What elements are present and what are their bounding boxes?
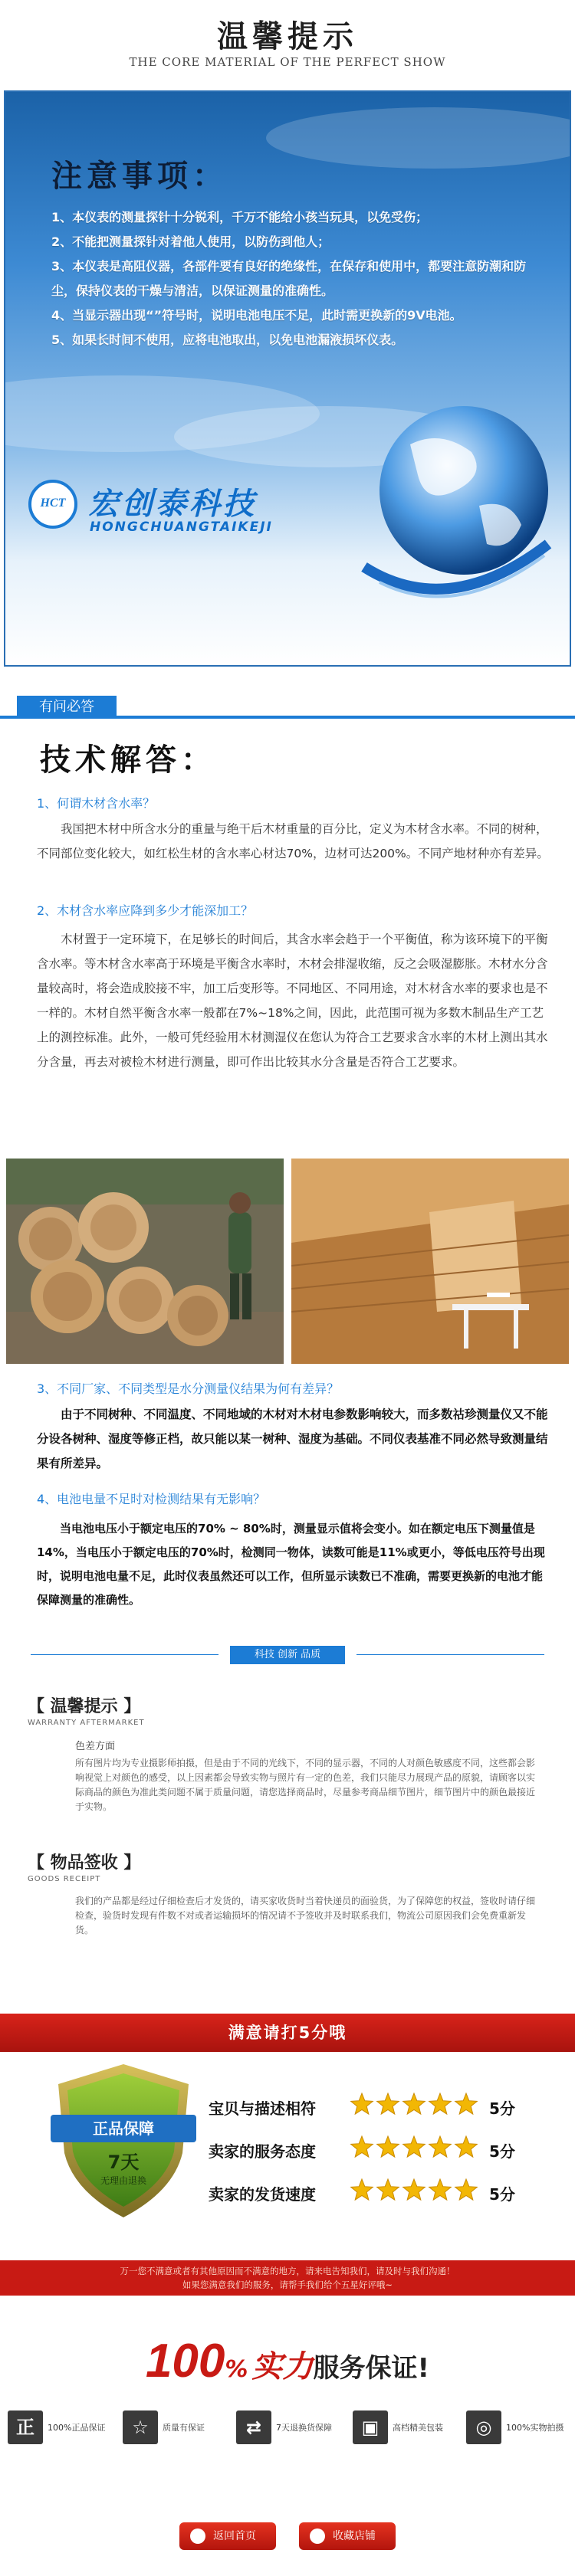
feedback-line-2: 如果您满意我们的服务，请帮手我们给个五星好评哦~ — [182, 2279, 393, 2290]
receipt-subtitle: GOODS RECEIPT — [28, 1875, 101, 1883]
shield-label: 正品保障 — [93, 2119, 154, 2138]
rating-row — [209, 2092, 538, 2119]
warm-tips-title: 温馨提示 — [50, 1697, 118, 1716]
logo-name-cn: 宏创泰科技 — [88, 487, 257, 522]
star-icon[interactable] — [377, 2179, 399, 2200]
answer-3: 由于不同树种、不同温度、不同地域的木材对木材电参数影响较大，而多数祜珍测量仪又不能分设各树种、湿度等修正档，故只能以某一树种、湿度为基础。不同仪表基准不同必然导致测量结果有所差异。 — [37, 1408, 548, 1470]
receipt-body: 我们的产品都是经过仔细检查后才发货的，请买家收货时当着快递员的面验货，为了保障您的权益，签收时请仔细检查，验货时发现有件数不对或者运输损坏的情况请不予签收并及时联系我们，物流公司原因我们会免费重新发货。 — [75, 1896, 536, 1935]
star-icon[interactable] — [429, 2179, 452, 2200]
rating-label: 卖家的服务态度 — [209, 2142, 316, 2161]
notice-item: 5、如果长时间不使用，应将电池取出，以免电池漏液损坏仪表。 — [51, 333, 404, 347]
genuine-icon: 正 — [8, 2410, 43, 2444]
logo-badge: HCT — [28, 480, 77, 529]
shield-days: 7天 — [107, 2152, 140, 2173]
shield-days-note: 无理由退换 — [100, 2175, 147, 2186]
tech-title: 技术解答： — [40, 742, 216, 778]
star-icon: ☆ — [123, 2410, 158, 2444]
feedback-strip — [0, 2260, 575, 2296]
divider-label: 科技 创新 品质 — [230, 1646, 345, 1664]
star-icon[interactable] — [403, 2136, 426, 2157]
rating-row — [209, 2135, 538, 2162]
rating-section — [0, 2061, 575, 2230]
star-icon[interactable] — [351, 2179, 373, 2200]
package-icon: ▣ — [353, 2410, 388, 2444]
star-icon[interactable] — [377, 2136, 399, 2157]
rating-score: 5分 — [489, 2142, 515, 2161]
feedback-line-1: 万一您不满意或者有其他原因而不满意的地方，请来电告知我们，请及时与我们沟通！ — [120, 2266, 455, 2276]
notice-item: 1、本仪表的测量探针十分锐利，千万不能给小孩当玩具，以免受伤； — [51, 210, 429, 224]
service-percent: % — [225, 2356, 248, 2383]
genuine-guarantee-shield-icon — [51, 2061, 196, 2222]
globe-icon — [356, 391, 556, 621]
star-icon[interactable] — [351, 2136, 373, 2157]
notice-item: 3、本仪表是高阻仪器，各部件要有良好的绝缘性，在保存和使用中，都要注意防潮和防尘，保持仪表的干燥与清洁，以保证测量的准确性。 — [51, 259, 527, 298]
answer-4: 当电池电压小于额定电压的70% ~ 80%时，测量显示值将会变小。如在额定电压下测量值是14%，当电压小于额定电压的70%时，检测同一物体，读数可能是11%或更小，等低电压符号出现时，说明电池电量不足，此时仪表虽然还可以工作，但所显示读数已不准确，需要更换新的电池才能保障测量的准确性。 — [37, 1522, 545, 1607]
rating-label: 卖家的发货速度 — [209, 2185, 316, 2204]
service-number: 100 — [145, 2335, 225, 2388]
guarantee-label: 高档精美包装 — [393, 2423, 443, 2433]
question-2: 2、木材含水率应降到多少才能深加工？ — [37, 903, 254, 918]
rating-score: 5分 — [489, 2099, 515, 2118]
receipt-heading: 【 物品签收 】 GOODS RECEIPT — [28, 1850, 549, 1883]
guarantee-strip — [0, 2404, 575, 2450]
star-icon[interactable] — [455, 2093, 478, 2114]
rating-score: 5分 — [489, 2185, 515, 2204]
favorite-store-label: 收藏店铺 — [333, 2530, 376, 2542]
wood-interior-photo — [291, 1159, 569, 1364]
favorite-store-button[interactable] — [299, 2522, 396, 2550]
notice-panel — [4, 90, 571, 667]
rating-label: 宝贝与描述相符 — [209, 2099, 316, 2118]
guarantee-label: 100%正品保证 — [48, 2423, 106, 2433]
guarantee-label: 质量有保证 — [163, 2423, 205, 2433]
warm-tips-subtitle: WARRANTY AFTERMARKET — [28, 1719, 145, 1727]
camera-icon: ◎ — [466, 2410, 501, 2444]
header-subtitle: THE CORE MATERIAL OF THE PERFECT SHOW — [129, 55, 446, 69]
answer-2: 木材置于一定环境下，在足够长的时间后，其含水率会趋于一个平衡值，称为该环境下的平衡含水率。等木材含水率高于环境是平衡含水率时，木材会排湿收缩，反之会吸湿膨胀。木材水分含量较高时，将会造成胶接不牢，加工后变形等。不同地区、不同用途，对木材含水率的要求也是不一样的。木材自然平衡含水率一般都在7%~18%之间，因此，此范围可视为多数木制品生产工艺上的测控标准。此外，一般可凭经验用木材测湿仪在您认为符合工艺要求含水率的木材上测出其水分含量，再去对被检木材进行测量，即可作出比较其水分含量是否符合工艺要求。 — [37, 932, 548, 1069]
warm-tips-heading: 【 温馨提示 】 WARRANTY AFTERMARKET — [28, 1693, 549, 1727]
guarantee-label: 7天退换货保障 — [276, 2423, 332, 2433]
service-strength: 实力 — [251, 2349, 314, 2384]
star-icon[interactable] — [455, 2179, 478, 2200]
star-icon[interactable] — [429, 2093, 452, 2114]
notice-list — [51, 205, 542, 352]
rating-stars[interactable] — [350, 2135, 480, 2164]
guarantee-label: 100%实物拍摄 — [506, 2423, 564, 2433]
section-tab — [0, 696, 575, 719]
question-1: 1、何谓木材含水率？ — [37, 796, 156, 811]
star-icon[interactable] — [403, 2179, 426, 2200]
page-header — [0, 0, 575, 77]
notice-item: 2、不能把测量探针对着他人使用，以防伤到他人； — [51, 234, 330, 249]
header-title: 温馨提示 — [217, 19, 358, 54]
rating-request-banner: 满意请打5分哦 — [0, 2014, 575, 2052]
star-icon[interactable] — [351, 2093, 373, 2114]
star-icon[interactable] — [377, 2093, 399, 2114]
tab-faq: 有问必答 — [17, 696, 117, 719]
question-4: 4、电池电量不足时对检测结果有无影响？ — [37, 1492, 266, 1506]
receipt-title: 物品签收 — [50, 1853, 118, 1873]
rating-row — [209, 2178, 538, 2205]
tech-innovation-quality-divider — [0, 1646, 575, 1664]
rating-stars[interactable] — [350, 2092, 480, 2121]
star-icon[interactable] — [455, 2136, 478, 2157]
service-rest: 服务保证! — [313, 2353, 430, 2384]
home-icon — [190, 2528, 205, 2544]
log-pile-photo — [6, 1159, 284, 1364]
star-icon[interactable] — [429, 2136, 452, 2157]
question-3: 3、不同厂家、不同类型是水分测量仪结果为何有差异？ — [37, 1381, 340, 1396]
color-difference-body: 所有图片均为专业摄影师拍摄，但是由于不同的光线下，不同的显示器，不同的人对颜色敏感度不同，这些都会影响视觉上对颜色的感受，以上因素都会导致实物与照片有一定的色差，我们只能尽力展现产品的原貌，请顾客以实际商品的颜色为准此类问题不属于质量问题，请您选择商品时，尽量参考商品细节图片，细节图片中的颜色最接近于实物。 — [75, 1758, 536, 1812]
logo-name-en: HONGCHUANGTAIKEJI — [90, 519, 273, 535]
rating-stars[interactable] — [350, 2178, 480, 2207]
notice-item: 4、当显示器出现“”符号时，说明电池电压不足，此时需更换新的9V电池。 — [51, 308, 462, 323]
return-home-label: 返回首页 — [213, 2530, 256, 2542]
star-icon[interactable] — [403, 2093, 426, 2114]
color-difference-heading: 色差方面 — [75, 1741, 116, 1752]
notice-title: 注意事项： — [51, 159, 228, 194]
exchange-icon: ⇄ — [236, 2410, 271, 2444]
heart-icon — [310, 2528, 325, 2544]
service-guarantee-slogan — [0, 2334, 575, 2403]
return-home-button[interactable] — [179, 2522, 276, 2550]
brand-logo — [28, 460, 350, 552]
answer-1: 我国把木材中所含水分的重量与绝干后木材重量的百分比，定义为木材含水率。不同的树种，不同部位变化较大，如红松生材的含水率心材达70%，边材可达200%。不同产地材种亦有差异。 — [37, 822, 549, 860]
